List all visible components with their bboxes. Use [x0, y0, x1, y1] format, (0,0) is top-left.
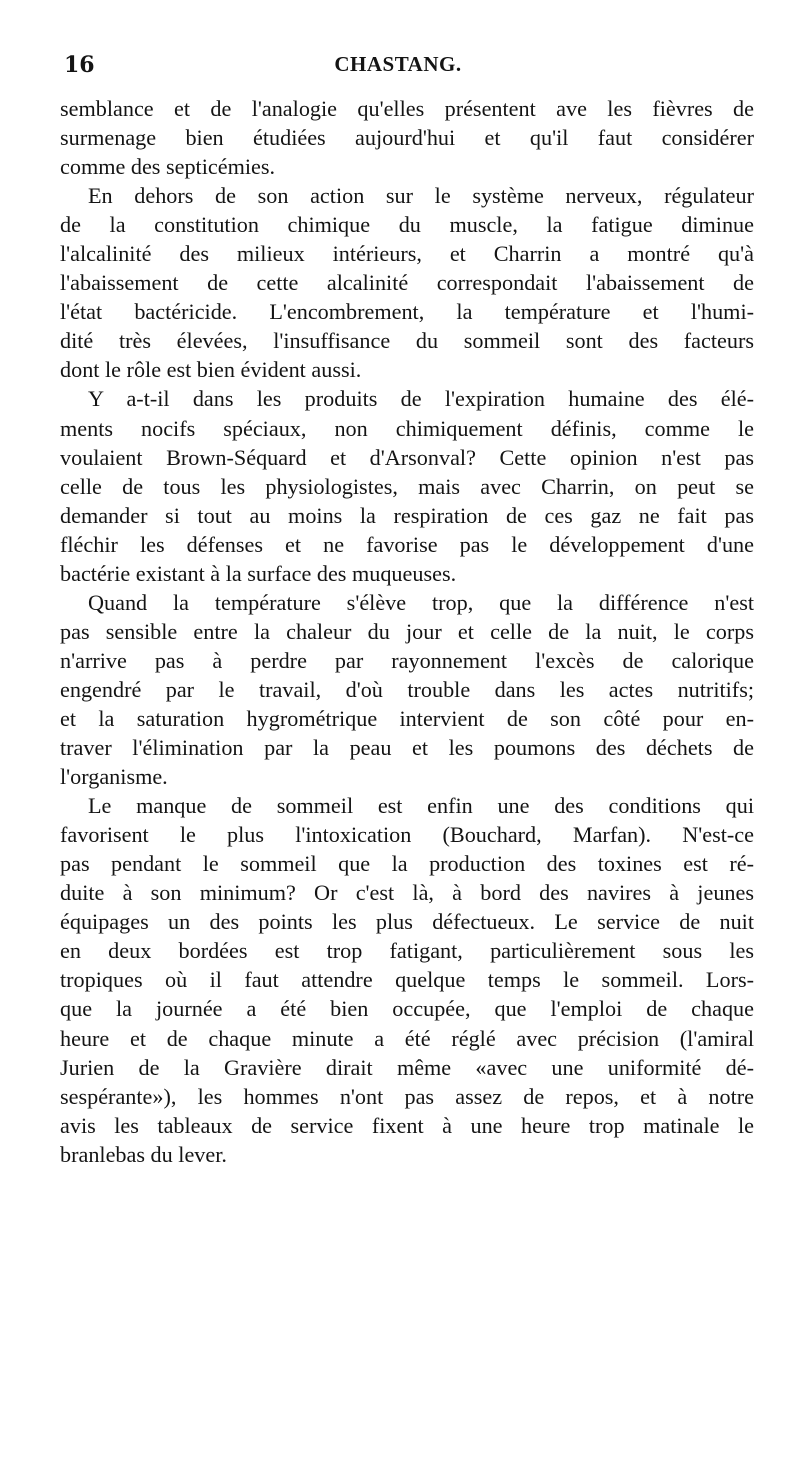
text-line: que la journée a été bien occupée, que l'emploi de chaque	[60, 996, 754, 1022]
text-line: Quand la température s'élève trop, que la différence n'est	[88, 589, 754, 615]
text-line: l'état bactéricide. L'encombrement, la température et l'humi-	[60, 299, 754, 325]
text-line: Jurien de la Gravière dirait même «avec une uniformité dé-	[60, 1054, 754, 1080]
text-line: engendré par le travail, d'où trouble dans les actes nutritifs;	[60, 676, 754, 702]
text-line: ments nocifs spéciaux, non chimiquement définis, comme le	[60, 415, 754, 441]
text-line: En dehors de son action sur le système nerveux, régulateur	[88, 183, 754, 209]
text-line: voulaient Brown-Séquard et d'Arsonval? Cette opinion n'est pas	[60, 444, 754, 470]
text-line: demander si tout au moins la respiration de ces gaz ne fait pas	[60, 502, 754, 528]
running-head: CHASTANG.	[334, 52, 462, 76]
text-line: Le manque de sommeil est enfin une des conditions qui	[88, 793, 754, 819]
text-line: de la constitution chimique du muscle, la fatigue diminue	[60, 212, 754, 238]
text-line: l'abaissement de cette alcalinité correspondait l'abaissement de	[60, 270, 754, 296]
text-line: l'alcalinité des milieux intérieurs, et Charrin a montré qu'à	[60, 241, 754, 267]
text-line: fléchir les défenses et ne favorise pas le développement d'une	[60, 531, 754, 557]
text-line: et la saturation hygrométrique intervient de son côté pour en-	[60, 705, 754, 731]
text-line: dont le rôle est bien évident aussi.	[60, 357, 362, 383]
paragraph	[60, 384, 754, 587]
page-header	[58, 52, 738, 86]
text-line: sespérante»), les hommes n'ont pas assez de repos, et à notre	[60, 1083, 754, 1109]
text-line: Y a-t-il dans les produits de l'expiration humaine des élé-	[88, 386, 754, 412]
text-line: équipages un des points les plus défectueux. Le service de nuit	[60, 909, 754, 935]
text-line: dité très élevées, l'insuffisance du sommeil sont des facteurs	[60, 328, 754, 354]
text-line: n'arrive pas à perdre par rayonnement l'excès de calorique	[60, 647, 754, 673]
text-line: duite à son minimum? Or c'est là, à bord des navires à jeunes	[60, 880, 754, 906]
text-line: avis les tableaux de service fixent à une heure trop matinale le	[60, 1112, 754, 1138]
text-line: l'organisme.	[60, 764, 168, 790]
text-line: en deux bordées est trop fatigant, particulièrement sous les	[60, 938, 754, 964]
paragraph	[60, 94, 754, 181]
page-number: 16	[64, 52, 95, 78]
text-line: surmenage bien étudiées aujourd'hui et qu'il faut considérer	[60, 125, 754, 151]
text-line: heure et de chaque minute a été réglé avec précision (l'amiral	[60, 1025, 754, 1051]
text-line: pas pendant le sommeil que la production des toxines est ré-	[60, 851, 754, 877]
text-line: bactérie existant à la surface des muqueuses.	[60, 560, 457, 586]
paragraph	[60, 181, 754, 384]
text-line: pas sensible entre la chaleur du jour et celle de la nuit, le corps	[60, 618, 754, 644]
text-line: tropiques où il faut attendre quelque temps le sommeil. Lors-	[60, 967, 754, 993]
text-line: branlebas du lever.	[60, 1141, 227, 1167]
text-line: semblance et de l'analogie qu'elles présentent ave les fièvres de	[60, 96, 754, 121]
paragraph	[60, 588, 754, 791]
body-text	[60, 94, 754, 1169]
text-line: traver l'élimination par la peau et les poumons des déchets de	[60, 735, 754, 761]
text-line: comme des septicémies.	[60, 154, 276, 180]
paragraph	[60, 791, 754, 1169]
text-line: celle de tous les physiologistes, mais avec Charrin, on peut se	[60, 473, 754, 499]
text-line: favorisent le plus l'intoxication (Bouchard, Marfan). N'est-ce	[60, 822, 754, 848]
